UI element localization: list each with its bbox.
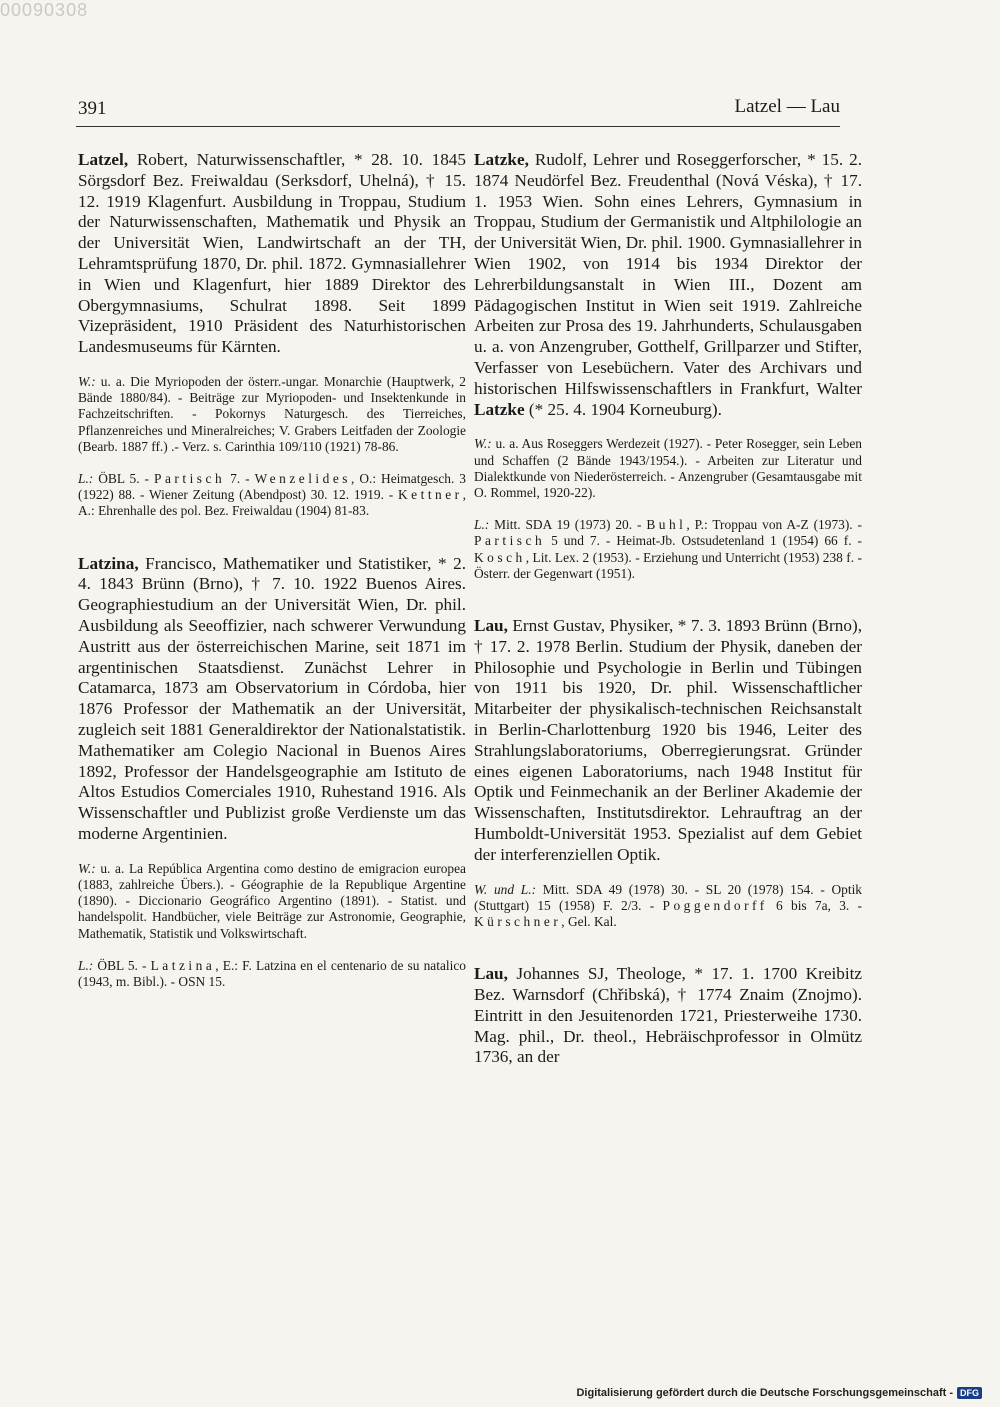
literature-text: , O.: Heimatgesch. 3 (1922) 88. - Wiener Zeitung (Abendpost) 30. 12. 1919. -	[78, 470, 466, 503]
literature-text: ÖBL 5. -	[93, 470, 154, 486]
literature-author: Partisch	[154, 470, 226, 486]
works-label: W.:	[78, 373, 96, 389]
literature-text: 5 und 7. - Heimat-Jb. Ostsudetenland 1 (1954) 66 f. -	[545, 533, 862, 549]
page-number: 391	[78, 98, 107, 119]
literature-list	[78, 958, 466, 990]
entry-text: (* 25. 4. 1904 Korneuburg).	[524, 399, 722, 419]
literature-label: L.:	[474, 517, 490, 533]
entry-text: Francisco, Mathematiker und Statistiker, * 2. 4. 1843 Brünn (Brno), † 7. 10. 1922 Buenos Aires. Geographiestudium an der Universität Wien, Dr. phil. Ausbildung als Seeoffizier, nach schwerer Verwundung Austritt aus der österreichischen Marine, seit 1871 im argentinischen Staatsdienst. Zunächst Lehrer in Catamarca, 1873 am Observatorium in Córdoba, hier 1876 Professor der Mathematik an der Universität, zugleich seit 1881 Generaldirektor der Nationalstatistik. Mathematiker am Colegio Nacional in Buenos Aires 1892, Professor der Handelsgeographie am Istituto de Altos Estudios Comerciales 1910, Ruhestand 1916. Als Wissenschaftler und Publizist große Verdienste um das moderne Argentinien.	[78, 553, 466, 843]
entry-body	[474, 150, 862, 420]
literature-list	[474, 882, 862, 931]
literature-author: Kettner	[397, 487, 463, 503]
literature-text: Mitt. SDA 49 (1978) 30. - SL 20 (1978) 154. - Optik (Stuttgart) 15 (1958) F. 2/3. -	[474, 881, 862, 913]
literature-author: Latzina	[150, 957, 216, 973]
literature-author: Poggendorff	[662, 897, 768, 913]
literature-text: ÖBL 5. -	[93, 957, 151, 973]
literature-text: Mitt. SDA 19 (1973) 20. -	[489, 517, 647, 533]
entry-lemma: Latzina,	[78, 553, 139, 573]
entry-body	[78, 150, 466, 358]
works-list	[78, 374, 466, 455]
literature-list	[78, 471, 466, 520]
entry-latzke	[474, 150, 862, 582]
works-label: W.:	[78, 860, 96, 876]
works-text: u. a. Aus Roseggers Werdezeit (1927). - Peter Rosegger, sein Leben und Schaffen (2 Bände 1943/1954.). - Arbeiten zur Literatur und Dialektkunde von Niederösterreich. - Anzengruber (Gesamtausgabe mit O. Rommel, 1920-22).	[474, 436, 862, 500]
literature-text: , E.: F. Latzina en el centenario de su natalico (1943, m. Bibl.). - OSN 15.	[78, 957, 466, 989]
related-person-name: Latzke	[474, 399, 525, 419]
entry-text: Johannes SJ, Theologe, * 17. 1. 1700 Kreibitz Bez. Warnsdorf (Chřibská), † 1774 Znaim (Znojmo). Eintritt in den Jesuitenorden 1721, Priesterweihe 1730. Mag. phil., Dr. theol., Hebräischprofessor in Olmütz 1736, an der	[474, 964, 862, 1067]
literature-text: , P.: Troppau von A-Z (1973). -	[686, 517, 862, 533]
dfg-logo: DFG	[957, 1387, 982, 1399]
literature-label: L.:	[78, 957, 94, 973]
running-head: Latzel — Lau	[734, 96, 840, 117]
header-rule	[76, 126, 840, 127]
literature-label: L.:	[78, 470, 94, 486]
entry-latzina	[78, 554, 466, 991]
literature-text: , Lit. Lex. 2 (1953). - Erziehung und Unterricht (1953) 238 f. - Österr. der Gegenwart (1951).	[474, 549, 862, 581]
entry-lau-johannes	[474, 964, 862, 1068]
entry-body	[78, 554, 466, 845]
works-list	[474, 436, 862, 501]
literature-text: 7. -	[225, 470, 255, 486]
literature-label: W. und L.:	[474, 881, 537, 897]
works-label: W.:	[474, 436, 492, 452]
footer-credit	[576, 1387, 982, 1399]
entry-lemma: Latzel,	[78, 150, 129, 169]
left-column	[78, 150, 466, 1024]
entry-latzel	[78, 150, 466, 520]
entry-lemma: Lau,	[474, 964, 508, 984]
entry-lemma: Latzke,	[474, 150, 529, 169]
literature-author: Partisch	[474, 533, 546, 549]
works-list	[78, 861, 466, 942]
literature-text: 6 bis 7a, 3. -	[767, 897, 862, 913]
entry-lau-ernst	[474, 616, 862, 930]
entry-text: Rudolf, Lehrer und Roseggerforscher, * 15. 2. 1874 Neudörfel Bez. Freudenthal (Nová Véska), † 17. 1. 1953 Wien. Sohn eines Lehrers, Gymnasium in Troppau, Studium der Germanistik und Altphilologie an der Universität Wien, Dr. phil. 1900. Gymnasiallehrer in Wien 1902, von 1914 bis 1934 Direktor der Lehrerbildungsanstalt in Wien III., Dozent am Pädagogischen Institut in Wien seit 1919. Zahlreiche Arbeiten zur Prosa des 19. Jahrhunderts, Schulausgaben u. a. von Anzengruber, Gotthelf, Grillparzer und Stifter, Verfasser von Lesebüchern. Vater des Archivars und historischen Hilfswissenschaftlers in Frankfurt, Walter	[474, 150, 863, 398]
literature-list	[474, 517, 862, 582]
works-text: u. a. Die Myriopoden der österr.-ungar. Monarchie (Hauptwerk, 2 Bände 1880/84). - Beiträge zur Myriopoden- und Insektenkunde in Fachzeitschriften. - Pokornys Naturgesch. des Tierreiches, Pflanzenreiches und Mineralreiches; V. Grabers Leitfaden der Zoologie (Bearb. 1887 ff.) .- Verz. s. Carinthia 109/110 (1921) 78-86.	[78, 373, 466, 454]
entry-text: Robert, Naturwissenschaftler, * 28. 10. 1845 Sörgsdorf Bez. Freiwaldau (Serksdorf, Uhelná), † 15. 12. 1919 Klagenfurt. Ausbildung in Troppau, Studium der Naturwissenschaften, Mathematik und Physik an der Universität Wien, Landwirtschaft an der TH, Lehramtsprüfung 1870, Dr. phil. 1872. Gymnasiallehrer in Wien und Klagenfurt, hier 1889 Direktor des Obergymnasiums, Schulrat 1898. Seit 1899 Vizepräsident, 1910 Präsident des Naturhistorischen Landesmuseums für Kärnten.	[78, 150, 466, 357]
literature-author: Wenzelides	[254, 470, 351, 486]
archive-stamp: 00090308	[0, 0, 89, 20]
entry-body	[474, 616, 862, 866]
literature-author: Buhl	[646, 517, 687, 533]
literature-author: Kürschner	[474, 913, 562, 929]
right-column	[474, 150, 862, 1102]
literature-text: , Gel. Kal.	[561, 913, 617, 929]
entry-text: Ernst Gustav, Physiker, * 7. 3. 1893 Brünn (Brno), † 17. 2. 1978 Berlin. Studium der Physik, daneben der Philosophie und Psychologie in Berlin und Tübingen von 1911 bis 1920, Dr. phil. Wissenschaftlicher Mitarbeiter der physikalisch-technischen Reichsanstalt in Berlin-Charlottenburg 1920 bis 1946, Leiter des Strahlungslaboratoriums, Oberregierungsrat. Gründer eines eigenen Laboratoriums, nach 1948 Institut für Optik und Feinmechanik an der Berliner Akademie der Wissenschaften, Institutsdirektor. Lehrauftrag an der Humboldt-Universität 1953. Spezialist auf dem Gebiet der interferenziellen Optik.	[474, 615, 862, 864]
works-text: u. a. La República Argentina como destino de emigracion europea (1883, zahlreiche Übers.). - Géographie de la Republique Argentine (1890). - Diccionario Geográfico Argentino (1891). - Statist. und handelspolit. Handbücher, viele Beiträge zur Astronomie, Geographie, Mathematik, Statistik und Volkswirtschaft.	[78, 860, 466, 941]
literature-author: Kosch	[474, 549, 526, 565]
footer-text: Digitalisierung gefördert durch die Deutsche Forschungsgemeinschaft -	[576, 1387, 953, 1399]
entry-lemma: Lau,	[474, 615, 508, 635]
entry-body	[474, 964, 862, 1068]
literature-text: , A.: Ehrenhalle des pol. Bez. Freiwaldau (1904) 81-83.	[78, 487, 466, 519]
